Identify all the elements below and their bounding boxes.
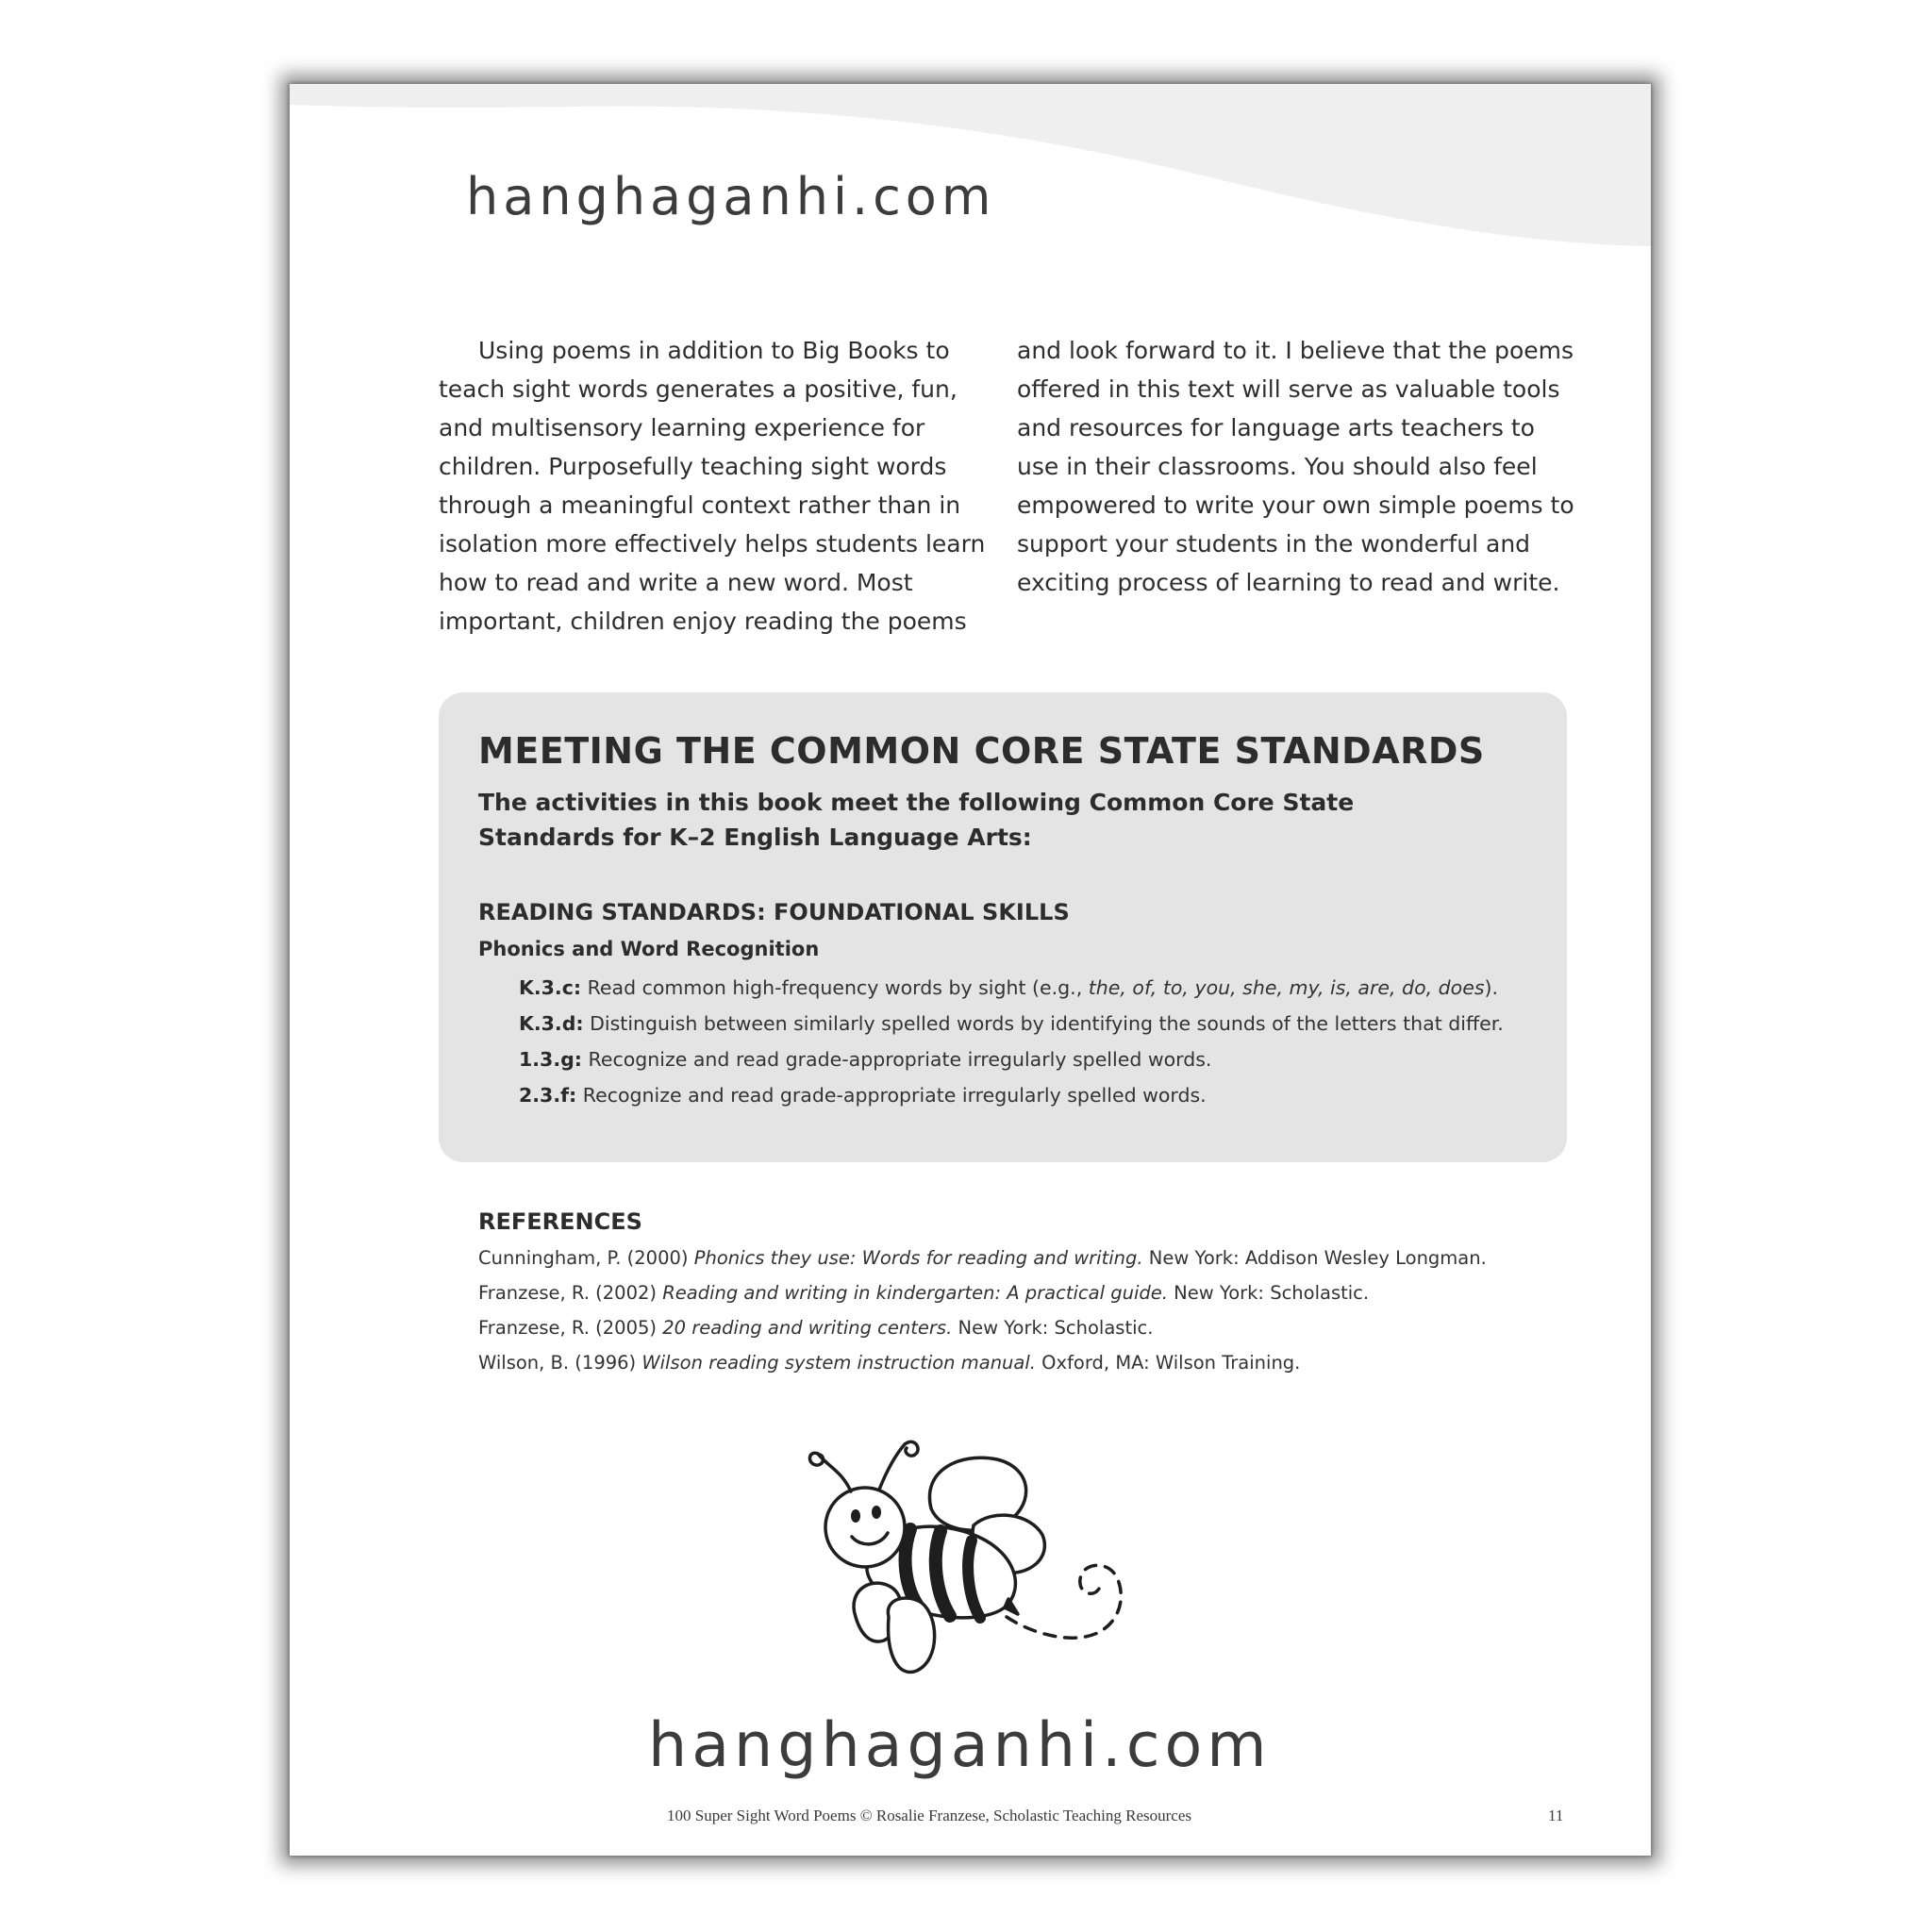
document-page xyxy=(290,84,1651,1856)
reference-author: Wilson, B. (1996) xyxy=(478,1352,642,1374)
reference-author: Franzese, R. (2002) xyxy=(478,1282,663,1304)
reference-author: Franzese, R. (2005) xyxy=(478,1317,663,1339)
standard-text: Distinguish between similarly spelled words by identifying the sounds of the letters that differ. xyxy=(590,1012,1504,1035)
standards-title: MEETING THE COMMON CORE STATE STANDARDS xyxy=(478,730,1485,772)
watermark-top: hanghaganhi.com xyxy=(466,167,996,226)
reference-title: 20 reading and writing centers. xyxy=(662,1317,953,1339)
intro-left-paragraph: Using poems in addition to Big Books to teach sight words generates a positive, fun, and multisensory learning experience for children. Purposefully teaching sight words through a meaningful context rather than in isolation more effectively helps students learn how to read and write a new word. Most important, children enjoy reading the poems xyxy=(439,337,986,635)
reference-item xyxy=(478,1275,1591,1310)
reference-title: Phonics they use: Words for reading and writing. xyxy=(693,1247,1143,1269)
standard-item xyxy=(519,1077,1557,1113)
standard-item xyxy=(519,1006,1557,1041)
reference-publisher: New York: Scholastic. xyxy=(1167,1282,1370,1304)
reference-title: Reading and writing in kindergarten: A practical guide. xyxy=(662,1282,1168,1304)
standard-examples: the, of, to, you, she, my, is, are, do, does xyxy=(1088,976,1485,999)
reference-author: Cunningham, P. (2000) xyxy=(478,1247,694,1269)
reference-item xyxy=(478,1345,1591,1380)
standard-code: 1.3.g: xyxy=(519,1048,582,1071)
standard-code: K.3.d: xyxy=(519,1012,584,1035)
bee-illustration xyxy=(799,1414,1167,1716)
standard-text: Recognize and read grade-appropriate irregularly spelled words. xyxy=(588,1048,1212,1071)
intro-right-paragraph: and look forward to it. I believe that the poems offered in this text will serve as valuable tools and resources for language arts teachers to use in their classrooms. You should also feel empowered to write your own simple poems to support your students in the wonderful and exciting process of learning to read and write. xyxy=(1017,337,1574,596)
references-heading: REFERENCES xyxy=(478,1208,642,1235)
phonics-subheading: Phonics and Word Recognition xyxy=(478,938,820,960)
standard-code: 2.3.f: xyxy=(519,1084,577,1107)
standard-item xyxy=(519,970,1557,1006)
standard-text: Recognize and read grade-appropriate irregularly spelled words. xyxy=(582,1084,1207,1107)
standard-text-end: ). xyxy=(1484,976,1499,999)
reference-publisher: New York: Addison Wesley Longman. xyxy=(1142,1247,1487,1269)
intro-right-column xyxy=(1017,331,1583,602)
reference-item xyxy=(478,1241,1591,1275)
reference-title: Wilson reading system instruction manual. xyxy=(641,1352,1036,1374)
standards-subtitle: The activities in this book meet the following Common Core State Standards for K–2 English Language Arts: xyxy=(478,789,1355,851)
standards-box xyxy=(439,692,1567,1162)
watermark-bottom: hanghaganhi.com xyxy=(648,1710,1272,1781)
standard-code: K.3.c: xyxy=(519,976,582,999)
page-number: 11 xyxy=(1548,1807,1564,1824)
reference-publisher: Oxford, MA: Wilson Training. xyxy=(1035,1352,1301,1374)
standard-text: Read common high-frequency words by sight (e.g., xyxy=(581,976,1089,999)
reading-standards-heading: READING STANDARDS: FOUNDATIONAL SKILLS xyxy=(478,899,1070,925)
standards-list xyxy=(519,970,1557,1113)
references-section xyxy=(478,1208,1591,1380)
reference-publisher: New York: Scholastic. xyxy=(952,1317,1154,1339)
reference-item xyxy=(478,1310,1591,1345)
intro-left-column xyxy=(439,331,986,641)
standard-item xyxy=(519,1041,1557,1077)
footer-copyright: 100 Super Sight Word Poems © Rosalie Franzese, Scholastic Teaching Resources xyxy=(667,1807,1192,1824)
